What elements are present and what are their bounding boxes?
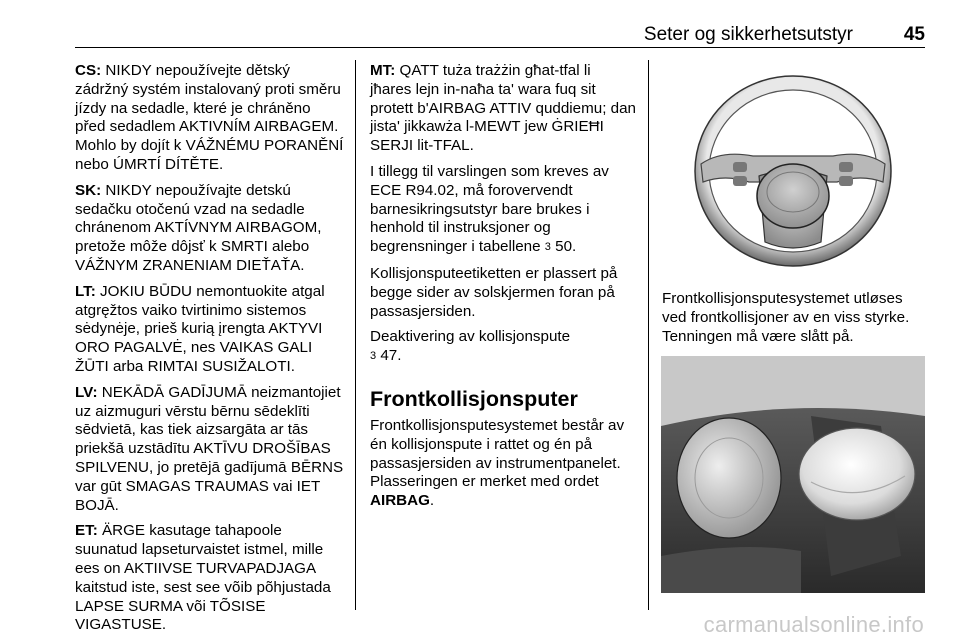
left-control-button (733, 162, 747, 172)
warning-paragraph-lv (75, 384, 345, 516)
body-text: . (429, 492, 435, 510)
steering-wheel-drawing (661, 64, 925, 279)
frontal-airbag-paragraph (370, 417, 636, 511)
warning-paragraph-mt (370, 62, 636, 156)
body-text: Frontkollisjonsputesystemet består av én kollisjonspute i rattet og én på passasjersiden av instrumentpanelet. Plasseringen er merket med ordet (370, 416, 625, 491)
driver-airbag (677, 418, 781, 538)
warning-paragraph-cs (75, 62, 345, 175)
header-rule (75, 47, 925, 48)
warning-text: NIKDY nepoužívajte detskú sedačku otočenú vzad na sedadle chránenom AKTÍVNYM AIRBAGOM, pretože môže dôjsť k SMRTI alebo VÁŽNYM ZRANENIAM DIEŤAŤA. (75, 181, 322, 274)
language-label: MT: (370, 62, 396, 79)
column-3 (662, 290, 924, 353)
passenger-airbag-illustration (661, 356, 925, 593)
warning-text: NEKĀDĀ GADĪJUMĀ neizmantojiet uz aizmuguri vērstu bērnu sēdeklīti sēdvietā, kas tiek aizsargāta ar tās priekšā uzstādītu AKTĪVU DROŠĪBAS SPILVENU, jo pretējā gadījumā BĒRNS var gūt SMAGAS TRAUMAS vai IET BOJĀ. (75, 383, 344, 514)
column-1 (75, 62, 345, 642)
deactivation-paragraph (370, 328, 636, 367)
page-reference-icon: 3 (370, 350, 377, 363)
ece-paragraph (370, 163, 636, 258)
passenger-airbag-drawing (661, 356, 925, 593)
language-label: SK: (75, 181, 102, 199)
label-location-paragraph: Kollisjonsputeetiketten er plassert på begge sider av solskjermen foran på passasjersiden. (370, 264, 618, 320)
page-reference-link[interactable]: 47. (380, 347, 402, 365)
page-header (75, 0, 925, 47)
warning-text: ÄRGE kasutage tahapoole suunatud lapseturvaistet istmel, mille ees on AKTIIVSE TURVAPADJAGA kaitstud iste, sest see võib põhjustada LAPSE SURMA või TÕSISE VIGASTUSE. (75, 522, 331, 634)
language-label: LV: (75, 383, 98, 401)
header-title: Seter og sikkerhetsutstyr (643, 24, 853, 45)
watermark: carmanualsonline.info (703, 612, 924, 637)
center-console (661, 547, 801, 593)
warning-paragraph-sk (75, 182, 345, 276)
language-label: LT: (75, 282, 96, 300)
page-number: 45 (903, 24, 925, 45)
column-divider-1 (355, 60, 356, 610)
warning-text: QATT tuża trażżin għat-tfal li jħares lejn in-naħa ta' wara fuq sit protett b'AIRBAG ATTIV quddiemu; dan jista' jikkawża l-MEWT jew ĠRIEĦI SERJI lit-TFAL. (370, 62, 637, 155)
language-label: CS: (75, 62, 102, 79)
page-reference-link[interactable]: 50. (555, 238, 577, 256)
column-divider-2 (648, 60, 649, 610)
airbag-word: AIRBAG (370, 492, 430, 510)
warning-text: NIKDY nepoužívejte dětský zádržný systém instalovaný proti směru jízdy na sedadle, které je chráněno před sedadlem AKTIVNÍM AIRBAGEM. Mohlo by dojít k VÁŽNÉMU PORANĚNÍ nebo ÚMRTÍ DÍTĚTE. (75, 62, 344, 173)
body-text: Deaktivering av kollisjonspute (370, 328, 571, 346)
passenger-airbag (799, 428, 915, 520)
warning-text: JOKIU BŪDU nemontuokite atgal atgręžtos vaiko tvirtinimo sistemos sėdynėje, prieš kurią įrengta AKTYVI ORO PAGALVĖ, nes VAIKAS GALI ŽŪTI arba RIMTAI SUSIŽALOTI. (75, 282, 325, 375)
language-label: ET: (75, 522, 98, 540)
steering-wheel-illustration (661, 64, 925, 279)
warning-paragraph-lt (75, 283, 345, 377)
page-reference-icon: 3 (544, 241, 551, 254)
body-text: I tillegg til varslingen som kreves av ECE R94.02, må forovervendt barnesikringsutstyr bare brukes i henhold til instruksjoner og begrensninger i tabellene (370, 162, 609, 256)
column-2 (370, 62, 636, 518)
right-control-button (839, 176, 853, 186)
section-heading: Frontkollisjonsputer (370, 386, 578, 411)
figure-caption: Frontkollisjonsputesystemet utløses ved frontkollisjoner av en viss styrke. Tenningen må være slått på. (662, 290, 910, 345)
right-control-button (839, 162, 853, 172)
left-control-button (733, 176, 747, 186)
warning-paragraph-et (75, 522, 345, 635)
